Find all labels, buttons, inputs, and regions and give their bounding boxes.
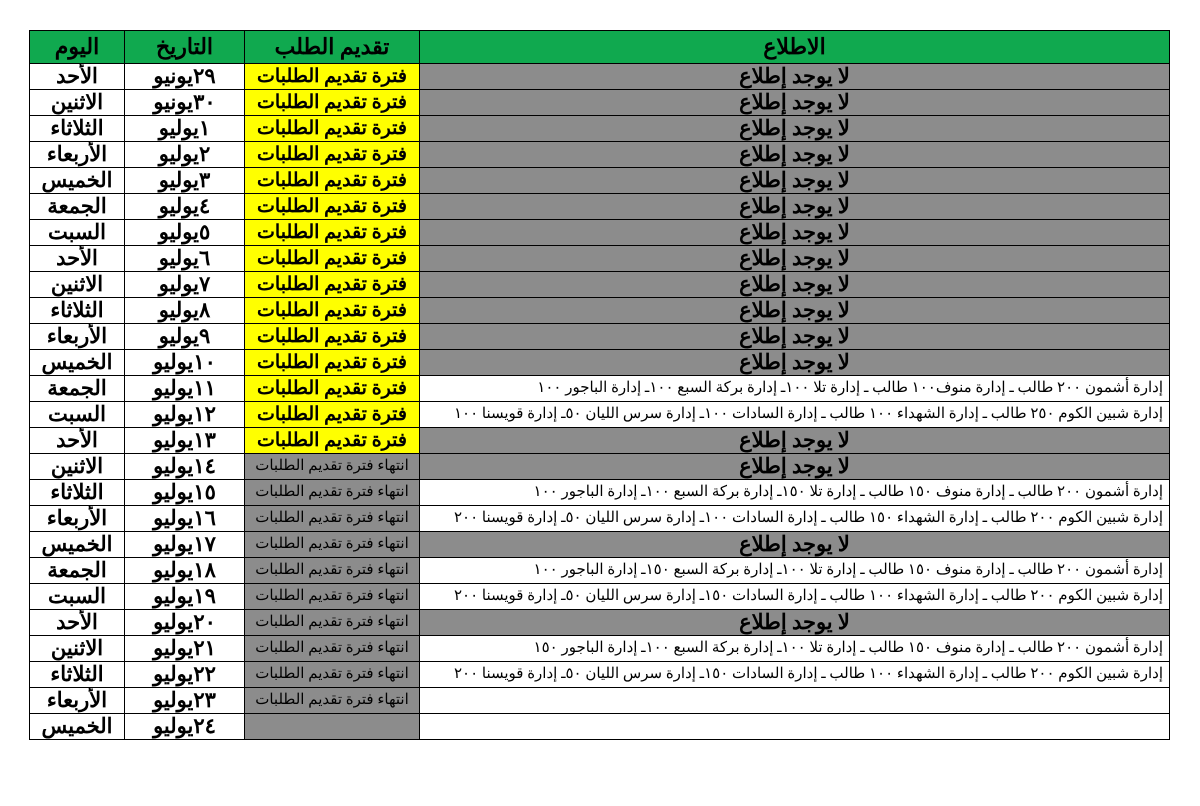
table-row[interactable] <box>30 610 1170 636</box>
header-row <box>30 31 1170 64</box>
table-row[interactable] <box>30 532 1170 558</box>
cell-date[interactable]: ١٨يوليو <box>125 558 245 584</box>
table-row[interactable] <box>30 350 1170 376</box>
cell-apply-status[interactable]: انتهاء فترة تقديم الطلبات <box>245 558 420 584</box>
table-row[interactable] <box>30 584 1170 610</box>
table-row[interactable] <box>30 142 1170 168</box>
cell-apply-status[interactable]: فترة تقديم الطلبات <box>245 220 420 246</box>
table-row[interactable] <box>30 558 1170 584</box>
cell-day[interactable]: الثلاثاء <box>30 116 125 142</box>
cell-day[interactable]: الاثنين <box>30 272 125 298</box>
cell-day[interactable]: الأحد <box>30 428 125 454</box>
table-row[interactable] <box>30 246 1170 272</box>
table-row[interactable] <box>30 298 1170 324</box>
cell-day[interactable]: الأربعاء <box>30 506 125 532</box>
table-row[interactable] <box>30 194 1170 220</box>
cell-view[interactable]: لا يوجد إطلاع <box>420 324 1170 350</box>
cell-apply-status[interactable]: فترة تقديم الطلبات <box>245 142 420 168</box>
cell-date[interactable]: ٦يوليو <box>125 246 245 272</box>
table-row[interactable] <box>30 506 1170 532</box>
table-row[interactable] <box>30 688 1170 714</box>
cell-day[interactable]: الثلاثاء <box>30 480 125 506</box>
cell-day[interactable]: الأربعاء <box>30 142 125 168</box>
cell-date[interactable]: ١٩يوليو <box>125 584 245 610</box>
cell-apply-status[interactable] <box>245 714 420 740</box>
cell-apply-status[interactable]: فترة تقديم الطلبات <box>245 90 420 116</box>
cell-apply-status[interactable]: انتهاء فترة تقديم الطلبات <box>245 584 420 610</box>
cell-date[interactable]: ١يوليو <box>125 116 245 142</box>
cell-date[interactable]: ٢١يوليو <box>125 636 245 662</box>
column-header-apply: تقديم الطلب <box>245 31 420 64</box>
cell-date[interactable]: ٢٣يوليو <box>125 688 245 714</box>
cell-date[interactable]: ٨يوليو <box>125 298 245 324</box>
cell-apply-status[interactable]: انتهاء فترة تقديم الطلبات <box>245 532 420 558</box>
cell-view[interactable]: إدارة شبين الكوم ٢٥٠ طالب ـ إدارة الشهداء ١٠٠ طالب ـ إدارة السادات ١٠٠ـ إدارة سرس الليان ٥٠ـ إدارة قويسنا ١٠٠ <box>420 402 1170 428</box>
cell-view[interactable]: لا يوجد إطلاع <box>420 532 1170 558</box>
cell-day[interactable]: الخميس <box>30 350 125 376</box>
cell-view[interactable]: إدارة أشمون ٢٠٠ طالب ـ إدارة منوف١٠٠ طالب ـ إدارة تلا ١٠٠ـ إدارة بركة السبع ١٠٠ـ إدارة الباجور ١٠٠ <box>420 376 1170 402</box>
cell-view[interactable]: إدارة شبين الكوم ٢٠٠ طالب ـ إدارة الشهداء ١٠٠ طالب ـ إدارة السادات ١٥٠ـ إدارة سرس الليان ٥٠ـ إدارة قويسنا ٢٠٠ <box>420 584 1170 610</box>
cell-day[interactable]: الخميس <box>30 168 125 194</box>
cell-day[interactable]: الأحد <box>30 610 125 636</box>
cell-apply-status[interactable]: فترة تقديم الطلبات <box>245 402 420 428</box>
cell-date[interactable]: ٧يوليو <box>125 272 245 298</box>
cell-day[interactable]: الخميس <box>30 532 125 558</box>
cell-view[interactable]: لا يوجد إطلاع <box>420 350 1170 376</box>
cell-apply-status[interactable]: فترة تقديم الطلبات <box>245 246 420 272</box>
table-row[interactable] <box>30 116 1170 142</box>
table-row[interactable] <box>30 454 1170 480</box>
cell-apply-status[interactable]: فترة تقديم الطلبات <box>245 116 420 142</box>
cell-date[interactable]: ٩يوليو <box>125 324 245 350</box>
column-header-date: التاريخ <box>125 31 245 64</box>
cell-date[interactable]: ١٤يوليو <box>125 454 245 480</box>
table-row[interactable] <box>30 636 1170 662</box>
cell-apply-status[interactable]: فترة تقديم الطلبات <box>245 350 420 376</box>
cell-view[interactable]: إدارة شبين الكوم ٢٠٠ طالب ـ إدارة الشهداء ١٠٠ طالب ـ إدارة السادات ١٥٠ـ إدارة سرس الليان ٥٠ـ إدارة قويسنا ٢٠٠ <box>420 662 1170 688</box>
table-row[interactable] <box>30 90 1170 116</box>
table-row[interactable] <box>30 428 1170 454</box>
cell-day[interactable]: الأحد <box>30 64 125 90</box>
cell-view[interactable]: لا يوجد إطلاع <box>420 298 1170 324</box>
cell-date[interactable]: ٥يوليو <box>125 220 245 246</box>
cell-apply-status[interactable]: فترة تقديم الطلبات <box>245 298 420 324</box>
cell-date[interactable]: ٣٠يونيو <box>125 90 245 116</box>
cell-view[interactable]: لا يوجد إطلاع <box>420 428 1170 454</box>
column-header-day: اليوم <box>30 31 125 64</box>
cell-view[interactable]: لا يوجد إطلاع <box>420 220 1170 246</box>
cell-date[interactable]: ١٧يوليو <box>125 532 245 558</box>
cell-day[interactable]: الجمعة <box>30 558 125 584</box>
cell-view[interactable]: إدارة أشمون ٢٠٠ طالب ـ إدارة منوف ١٥٠ طالب ـ إدارة تلا ١٥٠ـ إدارة بركة السبع ١٠٠ـ إدارة الباجور ١٠٠ <box>420 480 1170 506</box>
cell-date[interactable]: ٢٤يوليو <box>125 714 245 740</box>
cell-date[interactable]: ١١يوليو <box>125 376 245 402</box>
cell-view[interactable] <box>420 714 1170 740</box>
table-row[interactable] <box>30 662 1170 688</box>
cell-date[interactable]: ٢يوليو <box>125 142 245 168</box>
cell-view[interactable]: لا يوجد إطلاع <box>420 246 1170 272</box>
cell-apply-status[interactable]: فترة تقديم الطلبات <box>245 324 420 350</box>
cell-view[interactable]: لا يوجد إطلاع <box>420 116 1170 142</box>
cell-date[interactable]: ٢٠يوليو <box>125 610 245 636</box>
schedule-table <box>29 30 1170 740</box>
cell-apply-status[interactable]: فترة تقديم الطلبات <box>245 428 420 454</box>
cell-apply-status[interactable]: انتهاء فترة تقديم الطلبات <box>245 662 420 688</box>
cell-apply-status[interactable]: انتهاء فترة تقديم الطلبات <box>245 636 420 662</box>
cell-view[interactable]: لا يوجد إطلاع <box>420 142 1170 168</box>
cell-date[interactable]: ١٣يوليو <box>125 428 245 454</box>
table-row[interactable] <box>30 168 1170 194</box>
table-row[interactable] <box>30 714 1170 740</box>
cell-date[interactable]: ١٥يوليو <box>125 480 245 506</box>
cell-date[interactable]: ١٠يوليو <box>125 350 245 376</box>
cell-apply-status[interactable]: فترة تقديم الطلبات <box>245 376 420 402</box>
table-row[interactable] <box>30 376 1170 402</box>
table-row[interactable] <box>30 64 1170 90</box>
cell-apply-status[interactable]: انتهاء فترة تقديم الطلبات <box>245 480 420 506</box>
cell-view[interactable]: لا يوجد إطلاع <box>420 272 1170 298</box>
table-row[interactable] <box>30 220 1170 246</box>
table-row[interactable] <box>30 402 1170 428</box>
cell-view[interactable]: إدارة شبين الكوم ٢٠٠ طالب ـ إدارة الشهداء ١٥٠ طالب ـ إدارة السادات ١٠٠ـ إدارة سرس الليان ٥٠ـ إدارة قويسنا ٢٠٠ <box>420 506 1170 532</box>
cell-view[interactable]: لا يوجد إطلاع <box>420 610 1170 636</box>
cell-view[interactable]: لا يوجد إطلاع <box>420 64 1170 90</box>
table-body <box>30 64 1170 740</box>
cell-view[interactable]: إدارة أشمون ٢٠٠ طالب ـ إدارة منوف ١٥٠ طالب ـ إدارة تلا ١٠٠ـ إدارة بركة السبع ١٥٠ـ إدارة الباجور ١٠٠ <box>420 558 1170 584</box>
cell-day[interactable]: الثلاثاء <box>30 662 125 688</box>
cell-day[interactable]: الجمعة <box>30 376 125 402</box>
cell-view[interactable]: لا يوجد إطلاع <box>420 454 1170 480</box>
cell-date[interactable]: ٢٩يونيو <box>125 64 245 90</box>
cell-view[interactable]: إدارة أشمون ٢٠٠ طالب ـ إدارة منوف ١٥٠ طالب ـ إدارة تلا ١٠٠ـ إدارة بركة السبع ١٠٠ـ إدارة الباجور ١٥٠ <box>420 636 1170 662</box>
cell-day[interactable]: الاثنين <box>30 636 125 662</box>
cell-apply-status[interactable]: فترة تقديم الطلبات <box>245 64 420 90</box>
cell-day[interactable]: الأربعاء <box>30 324 125 350</box>
cell-apply-status[interactable]: انتهاء فترة تقديم الطلبات <box>245 610 420 636</box>
cell-apply-status[interactable]: انتهاء فترة تقديم الطلبات <box>245 506 420 532</box>
cell-view[interactable]: لا يوجد إطلاع <box>420 168 1170 194</box>
cell-apply-status[interactable]: فترة تقديم الطلبات <box>245 194 420 220</box>
cell-day[interactable]: الأربعاء <box>30 688 125 714</box>
table-row[interactable] <box>30 324 1170 350</box>
cell-view[interactable] <box>420 688 1170 714</box>
cell-apply-status[interactable]: فترة تقديم الطلبات <box>245 168 420 194</box>
table-row[interactable] <box>30 480 1170 506</box>
cell-date[interactable]: ٢٢يوليو <box>125 662 245 688</box>
cell-day[interactable]: الثلاثاء <box>30 298 125 324</box>
table-row[interactable] <box>30 272 1170 298</box>
cell-date[interactable]: ١٦يوليو <box>125 506 245 532</box>
cell-apply-status[interactable]: انتهاء فترة تقديم الطلبات <box>245 454 420 480</box>
cell-date[interactable]: ١٢يوليو <box>125 402 245 428</box>
table-header <box>30 31 1170 64</box>
cell-date[interactable]: ٣يوليو <box>125 168 245 194</box>
cell-apply-status[interactable]: انتهاء فترة تقديم الطلبات <box>245 688 420 714</box>
cell-view[interactable]: لا يوجد إطلاع <box>420 194 1170 220</box>
cell-day[interactable]: الاثنين <box>30 454 125 480</box>
column-header-view: الاطلاع <box>420 31 1170 64</box>
cell-apply-status[interactable]: فترة تقديم الطلبات <box>245 272 420 298</box>
cell-day[interactable]: الخميس <box>30 714 125 740</box>
cell-day[interactable]: الأحد <box>30 246 125 272</box>
cell-day[interactable]: الجمعة <box>30 194 125 220</box>
cell-day[interactable]: السبت <box>30 402 125 428</box>
cell-view[interactable]: لا يوجد إطلاع <box>420 90 1170 116</box>
cell-day[interactable]: الاثنين <box>30 90 125 116</box>
cell-day[interactable]: السبت <box>30 220 125 246</box>
cell-date[interactable]: ٤يوليو <box>125 194 245 220</box>
cell-day[interactable]: السبت <box>30 584 125 610</box>
